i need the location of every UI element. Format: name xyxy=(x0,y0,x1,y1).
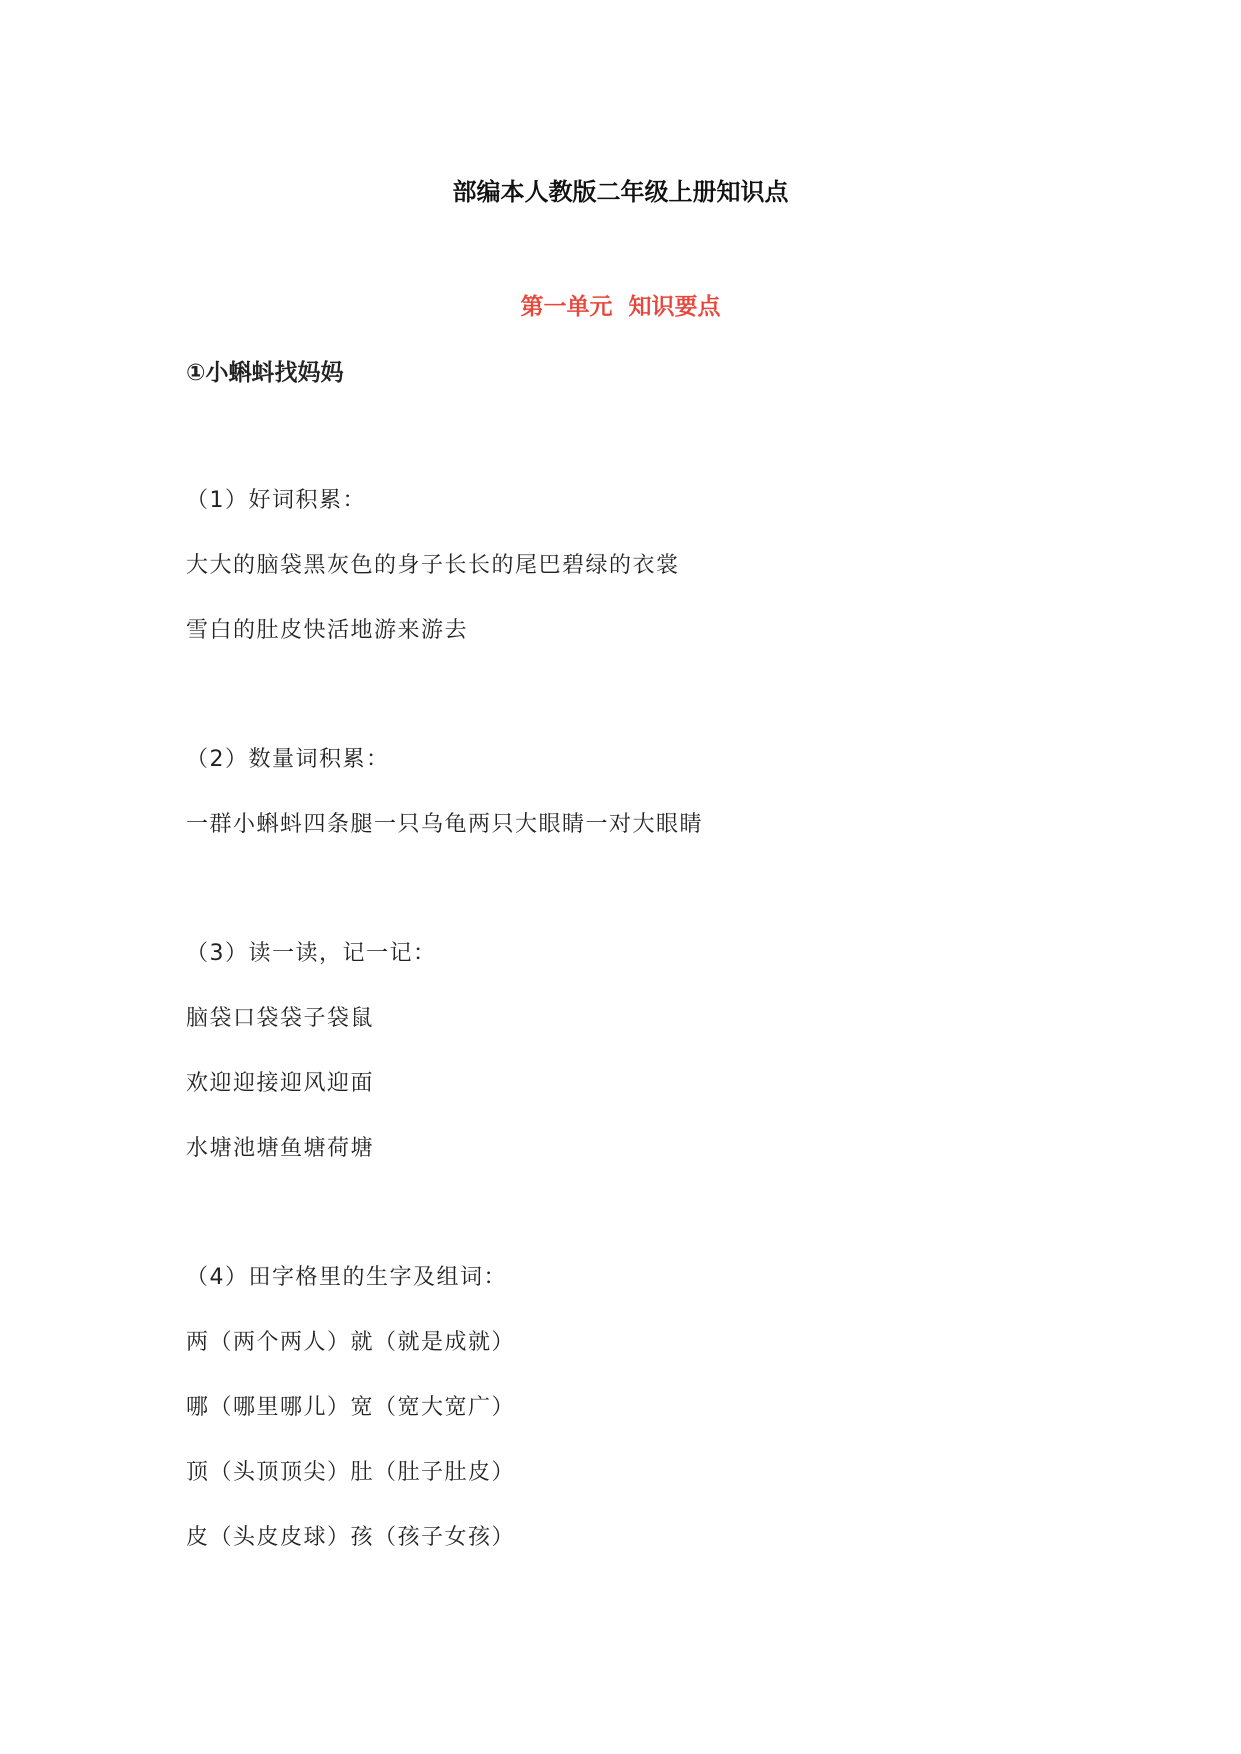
new-characters-line: 两（两个两人）就（就是成就） xyxy=(186,1330,516,1355)
section-heading-read-remember: （3）读一读，记一记： xyxy=(186,941,437,966)
read-remember-line: 水塘池塘鱼塘荷塘 xyxy=(186,1136,375,1161)
lesson-title: ①小蝌蚪找妈妈 xyxy=(186,360,344,386)
new-characters-line: 顶（头顶顶尖）肚（肚子肚皮） xyxy=(186,1460,516,1485)
good-words-line: 大大的脑袋黑灰色的身子长长的尾巴碧绿的衣裳 xyxy=(186,553,680,578)
section-heading-new-characters: （4）田字格里的生字及组词： xyxy=(186,1265,507,1290)
document-title: 部编本人教版二年级上册知识点 xyxy=(452,177,789,206)
new-characters-line: 哪（哪里哪儿）宽（宽大宽广） xyxy=(186,1395,516,1420)
read-remember-line: 脑袋口袋袋子袋鼠 xyxy=(186,1006,375,1031)
section-heading-quantifiers: （2）数量词积累： xyxy=(186,747,390,772)
section-heading-good-words: （1）好词积累： xyxy=(186,488,366,513)
read-remember-line: 欢迎迎接迎风迎面 xyxy=(186,1071,375,1096)
new-characters-line: 皮（头皮皮球）孩（孩子女孩） xyxy=(186,1525,516,1550)
quantifiers-line: 一群小蝌蚪四条腿一只乌龟两只大眼睛一对大眼睛 xyxy=(186,812,704,837)
unit-title: 第一单元 知识要点 xyxy=(520,294,721,320)
good-words-line: 雪白的肚皮快活地游来游去 xyxy=(186,618,469,643)
